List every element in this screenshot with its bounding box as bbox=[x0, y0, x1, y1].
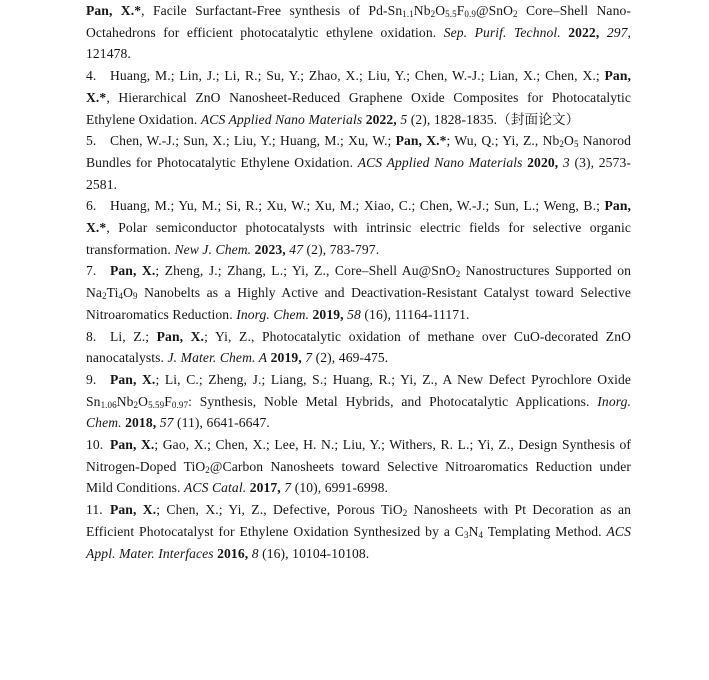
reference-text-segment: 2019, bbox=[270, 350, 302, 366]
reference-text-segment: 2 bbox=[102, 291, 107, 302]
reference-text-segment: (2), 783-797. bbox=[303, 241, 380, 257]
reference-text-segment: 7 bbox=[284, 480, 292, 496]
reference-text-segment: 2 bbox=[455, 269, 461, 280]
reference-text-segment: Nanobelts as a Highly Active and Deactivation-Resistant Catalyst toward Selective Nitroaromatics Reduction. bbox=[86, 285, 631, 322]
reference-text-segment: J. Mater. Chem. A bbox=[167, 350, 268, 366]
reference-number: 11. bbox=[86, 502, 103, 518]
reference-text-segment: F bbox=[456, 3, 465, 18]
reference-text-segment: ACS Catal. bbox=[184, 480, 247, 496]
reference-text-segment: ACS Applied Nano Materials bbox=[357, 154, 523, 170]
reference-text-segment: Pan, X.* bbox=[86, 68, 631, 105]
reference-text-segment: Huang, M.; Yu, M.; Si, R.; Xu, W.; Xu, M.; Xiao, C.; Chen, W.-J.; Sun, L.; Weng, B.; bbox=[110, 198, 605, 214]
reference-text-segment: 4 bbox=[118, 291, 124, 302]
reference-text-segment: 2017, bbox=[249, 480, 281, 496]
reference-text-segment: ACS Applied Nano Materials bbox=[200, 111, 363, 127]
reference-text-segment: 4 bbox=[478, 529, 484, 540]
reference-item bbox=[86, 434, 631, 499]
reference-item bbox=[86, 65, 631, 130]
reference-text-segment: Core–Shell Nano-Octahedrons for efficient photocatalytic ethylene oxidation. bbox=[86, 3, 631, 40]
reference-text-segment: 2022, bbox=[365, 111, 397, 127]
reference-item bbox=[86, 0, 631, 65]
reference-number: 9. bbox=[86, 371, 97, 387]
reference-text-segment: 2018, bbox=[125, 415, 157, 431]
reference-text-segment: Li, Z.; bbox=[110, 328, 157, 344]
reference-number: 10. bbox=[86, 437, 104, 453]
reference-text-segment: Huang, M.; Lin, J.; Li, R.; Su, Y.; Zhao, X.; Liu, Y.; Chen, W.-J.; Lian, X.; Chen, X.; bbox=[110, 68, 605, 84]
reference-text-segment: 47 bbox=[289, 241, 304, 257]
reference-text-segment: 2019, bbox=[312, 306, 344, 322]
reference-text-segment: ACS Appl. Mater. Interfaces bbox=[86, 523, 631, 561]
reference-text-segment: Nanorod Bundles for Photocatalytic Ethylene Oxidation. bbox=[86, 133, 631, 170]
reference-number: 7. bbox=[86, 263, 97, 279]
reference-text-segment: 8 bbox=[251, 545, 259, 561]
reference-number: 5. bbox=[86, 133, 97, 149]
reference-text-segment: Templating Method. bbox=[483, 523, 607, 539]
reference-text-segment: Pan, X.* bbox=[86, 3, 142, 18]
reference-text-segment: 2023, bbox=[254, 241, 286, 257]
reference-text-segment: (16), 10104-10108. bbox=[258, 545, 370, 561]
reference-text-segment: Nb bbox=[116, 393, 134, 409]
reference-text-segment: ; Zheng, J.; Zhang, L.; Yi, Z., Core–Shell Au@SnO bbox=[155, 263, 456, 279]
reference-text-segment: 2 bbox=[205, 464, 210, 475]
reference-text-segment: 5.59 bbox=[148, 399, 165, 410]
reference-text-segment: 1.06 bbox=[100, 399, 117, 410]
reference-number: 4. bbox=[86, 68, 97, 84]
reference-text-segment: 2020, bbox=[527, 154, 559, 170]
reference-text-segment: 2 bbox=[430, 9, 436, 19]
reference-text-segment: Chen, W.-J.; Sun, X.; Liu, Y.; Huang, M.; Xu, W.; bbox=[110, 133, 396, 149]
reference-text-segment: 2 bbox=[402, 508, 408, 519]
reference-text-segment: 2 bbox=[559, 139, 565, 150]
reference-text-segment: ; Chen, X.; Yi, Z., Defective, Porous TiO bbox=[156, 502, 403, 518]
reference-text-segment: Inorg. Chem. bbox=[236, 306, 310, 322]
reference-text-segment: O bbox=[138, 393, 149, 409]
reference-text-segment: : Synthesis, Noble Metal Hybrids, and Photocatalytic Applications. bbox=[188, 393, 598, 409]
reference-item bbox=[86, 130, 631, 195]
reference-text-segment: O bbox=[564, 133, 574, 149]
reference-text-segment: ; Li, C.; Zheng, J.; Liang, S.; Huang, R.; Yi, Z., A New Defect Pyrochlore Oxide Sn bbox=[86, 371, 631, 409]
reference-text-segment: , Hierarchical ZnO Nanosheet-Reduced Graphene Oxide Composites for Photocatalytic Ethylene Oxidation. bbox=[86, 89, 631, 127]
reference-text-segment: Nanostructures Supported on Na bbox=[86, 263, 631, 301]
reference-item bbox=[86, 260, 631, 325]
reference-text-segment: 297 bbox=[606, 24, 628, 40]
reference-text-segment: 5 bbox=[400, 111, 408, 127]
reference-text-segment: Pan, X.* bbox=[395, 133, 447, 149]
reference-text-segment: O bbox=[435, 3, 446, 18]
reference-text-segment: 3 bbox=[463, 529, 469, 540]
reference-text-segment: ; Yi, Z., Photocatalytic oxidation of methane over CuO-decorated ZnO nanocatalysts. bbox=[86, 328, 632, 366]
reference-text-segment: , 121478. bbox=[86, 24, 632, 62]
reference-text-segment: , Facile Surfactant-Free synthesis of Pd-Sn bbox=[141, 3, 403, 18]
references-list bbox=[86, 0, 631, 564]
reference-text-segment: 2016, bbox=[217, 545, 249, 561]
reference-text-segment: 58 bbox=[347, 306, 361, 322]
reference-number: 6. bbox=[86, 198, 97, 214]
reference-text-segment bbox=[599, 25, 606, 40]
reference-text-segment: 2 bbox=[133, 399, 139, 410]
reference-text-segment: 0.9 bbox=[464, 9, 476, 19]
reference-text-segment: O bbox=[123, 285, 134, 301]
reference-item bbox=[86, 195, 631, 260]
reference-text-segment: N bbox=[468, 523, 479, 539]
reference-text-segment: Pan, X. bbox=[110, 437, 155, 453]
reference-text-segment: (3), 2573-2581. bbox=[86, 154, 631, 192]
reference-text-segment: 2022, bbox=[568, 24, 600, 40]
reference-text-segment: Nanosheets with Pt Decoration as an Efficient Photocatalyst for Ethylene Oxidation Synthesized by a C bbox=[86, 502, 631, 539]
reference-text-segment: Nb bbox=[413, 3, 431, 18]
reference-text-segment: 3 bbox=[562, 154, 570, 170]
reference-text-segment: 2 bbox=[513, 9, 518, 19]
reference-text-segment: New J. Chem. bbox=[174, 241, 252, 257]
reference-text-segment: (16), 11164-11171. bbox=[360, 306, 470, 322]
reference-text-segment: Pan, X. bbox=[156, 328, 205, 344]
reference-text-segment: (2), 469-475. bbox=[312, 350, 389, 366]
reference-item bbox=[86, 499, 631, 564]
reference-text-segment: (10), 6991-6998. bbox=[291, 480, 389, 496]
reference-text-segment: Pan, X. bbox=[110, 263, 156, 279]
reference-text-segment: F bbox=[164, 393, 172, 409]
reference-text-segment: Pan, X. bbox=[110, 371, 156, 387]
reference-text-segment: ; Gao, X.; Chen, X.; Lee, H. N.; Liu, Y.; Withers, R. L.; Yi, Z., Design Synthesis of Nitrogen-Doped TiO bbox=[86, 437, 631, 474]
reference-text-segment: 5.5 bbox=[445, 9, 457, 19]
reference-text-segment: Inorg. Chem. bbox=[86, 393, 631, 431]
reference-item bbox=[86, 326, 631, 369]
reference-text-segment: 9 bbox=[133, 291, 138, 302]
reference-text-segment: 5 bbox=[573, 139, 579, 150]
reference-text-segment: Sep. Purif. Technol. bbox=[443, 24, 561, 40]
reference-item bbox=[86, 369, 631, 434]
reference-text-segment: Pan, X. bbox=[110, 502, 157, 518]
reference-text-segment: @Carbon Nanosheets toward Selective Nitroaromatics Reduction under Mild Conditions. bbox=[86, 458, 631, 496]
reference-text-segment: 0.97 bbox=[171, 399, 189, 410]
reference-text-segment: (2), 1828-1835.（封面论文） bbox=[407, 111, 580, 127]
reference-text-segment: ; Wu, Q.; Yi, Z., Nb bbox=[446, 133, 560, 149]
reference-text-segment: Pan, X.* bbox=[86, 198, 631, 236]
reference-text-segment: 1.1 bbox=[402, 9, 414, 19]
reference-text-segment: Ti bbox=[106, 285, 119, 301]
reference-number: 8. bbox=[86, 328, 97, 344]
document-page bbox=[86, 0, 631, 564]
reference-text-segment: 57 bbox=[159, 415, 174, 431]
reference-text-segment: @SnO bbox=[475, 3, 514, 18]
reference-text-segment: (11), 6641-6647. bbox=[173, 415, 270, 431]
reference-text-segment: , Polar semiconductor photocatalysts with intrinsic electric fields for selective organic transformation. bbox=[86, 220, 631, 257]
reference-text-segment: 7 bbox=[305, 350, 313, 366]
